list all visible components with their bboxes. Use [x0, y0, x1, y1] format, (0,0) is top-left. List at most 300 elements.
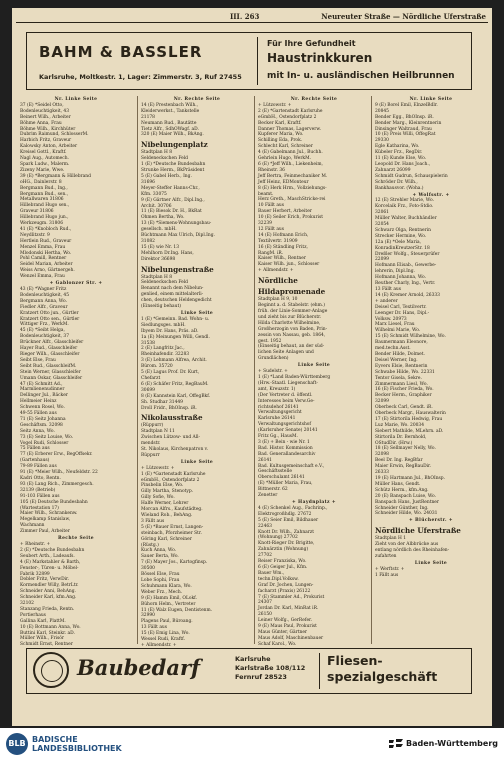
ad-contact	[235, 655, 305, 682]
directory-entry: Wittiger Frz., WerkM.	[20, 322, 69, 328]
directory-entry: Müller Walter, Buchhändler	[375, 216, 437, 222]
directory-entry: 3 (E) Lehmann Alfrea, Archit.	[141, 358, 207, 364]
street-heading: Nördliche Uferstraße	[375, 526, 461, 536]
directory-entry: entlang nördlich des Rheinhafen-	[375, 548, 450, 554]
directory-entry: Stadtplan H 8	[141, 274, 173, 280]
directory-entry: Baumermann Eleonore,	[375, 340, 428, 346]
directory-entry: 91 (E) *Meier Wilh., Neufeldstr. 22	[20, 470, 98, 476]
directory-entry: Maus Günter, Gärtner	[258, 629, 308, 635]
directory-entry: Seldeneckschen Feld	[141, 156, 188, 162]
directory-entry: Bad. Histor. Kommission	[258, 445, 313, 451]
directory-entry: Jeff Heinz, EDMonteur	[258, 179, 309, 185]
directory-entry: Gilly Sofie, Wo.	[141, 495, 175, 501]
directory-entry: Seldeneckschen Feld	[141, 280, 188, 286]
directory-entry: Nagl Aug., Automech.	[20, 156, 69, 162]
section-heading: Linke Seite	[414, 560, 448, 566]
directory-entry: Wenzel Emma, Frau	[20, 274, 65, 280]
directory-entry: Deisel Werner, Ing.	[375, 357, 418, 363]
directory-entry: Schneider Karl, kfm.Ang.	[20, 595, 77, 601]
ad-street: Karlstraße 108/112	[235, 664, 306, 672]
directory-entry: Marx Liesel, Frau	[375, 322, 415, 328]
directory-entry: eGmbH., Ostendorfplatz 2	[258, 114, 317, 120]
directory-entry: 9 (E) Borel Emil, ElnzelBdlr.	[375, 102, 438, 108]
directory-entry: Seibt Else, Frau	[20, 357, 56, 363]
directory-entry: Korcelaik Frz., Foto-Stdio.	[375, 204, 434, 210]
directory-entry: Schwabe Hilde, Wo. 22331	[375, 369, 435, 375]
directory-entry: Umann Oskar, Glasschleifer	[20, 375, 83, 381]
directory-entry: 1a (E) Meinungen Willi, Gendl.	[141, 334, 210, 340]
directory-entry: Dinsinger Waltraud, Frau	[375, 126, 432, 132]
directory-entry: 12 Fällt aus	[258, 226, 285, 232]
directory-entry: Leiner Wolfg., GerRefer.	[258, 618, 313, 624]
section-heading: Linke Seite	[180, 459, 214, 465]
directory-entry: Egle Katharina, Wo.	[375, 144, 420, 150]
directory-entry: 8 (E) Herk Hrm., Vollziehungs-	[258, 185, 327, 191]
directory-entry: Oberbeck Margr., Hauswalterin	[375, 411, 446, 417]
blb-name-line2: LANDESBIBLIOTHEK	[32, 744, 122, 753]
directory-entry: Graveur 31806	[20, 209, 54, 215]
directory-entry: Gallina Karl, PlattM.	[20, 618, 66, 624]
directory-entry: 32239	[258, 221, 272, 227]
directory-entry: Menzel Emma, Frau	[20, 244, 66, 250]
directory-entry: Leopold Dr. Hans Joach.,	[375, 161, 431, 167]
directory-entry: 14 (E) Hofmann Erich,	[258, 232, 309, 238]
directory-entry: Neumann Rud., Bautätte	[141, 120, 197, 126]
page-number: III. 263	[230, 12, 260, 21]
directory-entry: Zieht von der Albbrücke aus	[375, 542, 439, 548]
directory-entry: Weiss Arno, Gärtnergeh.	[20, 268, 75, 274]
directory-entry: Siedlungsges. mbH.	[141, 322, 186, 328]
section-heading: Nr. Rechte Seite	[173, 97, 221, 102]
directory-entry: 2 (E) Langfritz Jac.,	[141, 346, 185, 352]
directory-entry: Kupferer Maria, Wo.	[258, 132, 304, 138]
directory-entry: chen, deutschen Heldengedicht	[141, 298, 212, 304]
directory-entry: Reuther Charly, Ing., Vertr.	[375, 281, 436, 287]
directory-entry: Hertlein Rud., Graveur	[20, 238, 72, 244]
directory-entry: Gilly Martha, Stenotyp.	[141, 489, 194, 495]
directory-entry: Siebert Mathilde, MLehrn. aD.	[375, 428, 444, 434]
directory-entry: Schneider Anni, BehAng.	[20, 589, 76, 595]
directory-entry: 21178	[141, 114, 155, 120]
directory-entry: (Gartenhaus)	[20, 458, 50, 464]
directory-entry: 22099	[375, 257, 389, 263]
directory-entry: Bürom. 35720	[141, 364, 173, 370]
directory-entry: Kaiser Wilh., Rentner	[258, 256, 306, 262]
directory-entry: Beinert Wilh., Arbeiter	[20, 114, 71, 120]
directory-entry: Kadri Otto, Rentn.	[20, 476, 61, 481]
directory-entry: 32102	[20, 601, 34, 607]
directory-entry: 6 (E) Geiger Jul., Kfm.	[258, 564, 308, 570]
directory-entry: 37 (E) *Seidel Otto,	[20, 102, 64, 108]
directory-entry: Danner Thomas, Lagerverw.	[258, 126, 321, 132]
blb-logo-icon[interactable]: BLB	[6, 733, 28, 755]
section-heading: Linke Seite	[297, 363, 331, 369]
directory-entry: Grundlächen)	[258, 356, 289, 362]
ad-city: Karlsruhe	[235, 655, 271, 663]
directory-entry: Bergmann Anna, Wo.	[20, 298, 67, 304]
directory-entry: Bender Hilde, Dolmet.	[375, 351, 425, 357]
directory-entry: Fabrik 32899	[20, 571, 50, 577]
ad-divider	[257, 37, 258, 85]
directory-entry: 3 (E) + Bein - wie Nr. 1	[258, 439, 310, 445]
directory-entry: Kratzert Otto jun., Gürtler	[20, 310, 79, 316]
ad-phone: Fernruf 28523	[235, 673, 287, 681]
blb-name[interactable]	[32, 735, 122, 753]
directory-entry: Göring Karl, Schreiner	[141, 536, 192, 542]
street-heading: Nibelungenplatz	[141, 140, 208, 150]
directory-entry: 10 (E) Seiler Erich, Prokurist	[258, 215, 324, 221]
directory-entry: 5 (E) Gabel Herb., Ing.	[141, 173, 192, 179]
directory-entry: 14 (E) Prestenbach Wilh.,	[141, 102, 199, 108]
directory-entry: St. Nikolaus, Kirchenpatron v.	[141, 447, 209, 453]
section-heading: Nr. Linke Seite	[54, 97, 98, 102]
section-heading: Nr. Linke Seite	[409, 97, 453, 102]
directory-entry: Graf Dr. Jochen, Lungen-	[258, 582, 314, 588]
directory-entry: OStudDir. (Hrw.)	[375, 440, 413, 446]
directory-entry: 32054	[375, 222, 389, 228]
directory-entry: Oberbeck Carl, Gendt. iR.	[375, 405, 433, 411]
directory-entry: Hofmann Johanna, Wo.	[375, 275, 427, 281]
section-heading: Nr. Rechte Seite	[290, 97, 338, 102]
street-heading: Nibelungenstraße	[141, 264, 214, 274]
directory-entry: 31696	[141, 179, 155, 185]
street-heading: Nikolausstraße	[141, 413, 203, 423]
directory-entry: 12 (E) Strehler Marie, Wo.	[375, 198, 434, 204]
directory-entry: + Rheinstr. +	[20, 541, 51, 547]
directory-entry: Hayer Rud., Glasschleifer	[20, 346, 78, 352]
directory-entry: Verwaltungsgericht	[258, 410, 302, 416]
directory-entry: + Allmendstr. +	[141, 642, 177, 648]
directory-entry: Plagens Paul, Büroang.	[141, 619, 193, 625]
directory-entry: Strecker Hermine, Wo.	[375, 233, 427, 239]
directory-entry: früh. der Linie-Sommer-Anlage	[258, 309, 328, 314]
directory-entry: 77 (E) Erberer Erw., BegOffsekr.	[20, 452, 93, 458]
directory-entry: 4 (E) Schenkel Aug., Fachrinp.,	[258, 505, 328, 511]
page-header	[12, 10, 492, 22]
directory-entry: Wachmann	[20, 523, 45, 529]
directory-entry: Stadtplan H 9, 10	[258, 297, 298, 303]
directory-entry: Karlsruhe 26141	[258, 416, 296, 422]
directory-entry: Stadtplan H 1	[375, 536, 407, 542]
directory-entry: + Lützowstr. +	[141, 465, 175, 471]
directory-entry: Buttini Karl, Steinkr. aD.	[20, 630, 75, 636]
directory-entry: Beginnt a. d. Stabelstr. (ehm.)	[258, 303, 325, 309]
directory-entry: Schwenn Rosel, Wo.	[20, 405, 65, 411]
directory-entry: Zizeny Marie, Wwe.	[20, 167, 65, 173]
directory-entry: 13 (E) *Siemens-Wohnungsbau-	[141, 221, 212, 227]
directory-entry: Megelkamp Stanislaw,	[20, 517, 71, 523]
directory-entry: Bühorn Helm., Vertreter	[141, 601, 196, 607]
directory-entry: Stadtplan N 11	[141, 429, 175, 435]
directory-entry: Deisel Carl, Textilvertr.	[375, 304, 427, 310]
directory-entry: Meyer-Steffer Hanns-Chr.,	[141, 185, 200, 191]
directory-entry: Lobe Sophi, Frau	[141, 577, 180, 583]
directory-entry: Hilda Charlotte Wilhelmine,	[258, 320, 321, 326]
directory-entry: lehrerin, Dipl.Ing.	[375, 269, 415, 275]
library-footer	[0, 728, 504, 760]
directory-entry: Schaf Karol., Wo.	[258, 641, 297, 647]
directory-entry: + Werftstr. +	[375, 566, 405, 572]
directory-entry: gest. 1952	[258, 338, 282, 344]
directory-entry: 49-55 Fällen aus	[20, 411, 57, 417]
directory-entry: Benannt nach dem Nibelun-	[141, 286, 204, 292]
directory-entry: Strunke Herm., BkPräsident	[141, 168, 205, 174]
section-heading: Rechte Seite	[58, 536, 94, 542]
directory-entry: 75 Fällen aus	[20, 446, 50, 452]
directory-entry: 71 (E) Seitz Johanna	[20, 416, 66, 422]
directory-entry: Müller Hans, Gendt.	[375, 481, 421, 487]
directory-entry: Schneider Günther, Ing.	[375, 505, 429, 511]
section-heading: Linke Seite	[180, 311, 214, 316]
directory-entry: (Rüstg.)	[141, 542, 159, 548]
directory-entry: Wieland Rob., BehAng.	[141, 513, 193, 518]
directory-entry: Wessel Rudi, Kraftf.	[141, 637, 186, 643]
directory-entry: Ibyem Dr. Hans, Präs. aD.	[141, 328, 199, 334]
directory-entry: 15 (E) Schmidt Wilhelmine, Wo.	[375, 334, 446, 340]
directory-entry: Reiser Franziska, Wo.	[258, 559, 307, 565]
directory-entry: Stadtplan H 8	[141, 150, 173, 156]
directory-entry: Brückner Alfr., Glasschleifer	[20, 340, 84, 346]
directory-entry: 26150	[258, 612, 272, 618]
directory-entry: med.techn.Asst.	[375, 346, 411, 352]
directory-entry: 9 (E) Hamm Emil, OLokf.	[141, 595, 198, 601]
directory-entry: Neydlitzstr. 9	[20, 232, 50, 238]
directory-entry: (Der Vertreter d. öffentl.	[258, 392, 313, 398]
directory-entry: 1 (E) *Deutsche Bundesbahn	[141, 162, 206, 168]
directory-entry: 2 (E) *Deutsche Bundesbahn	[20, 547, 85, 553]
directory-entry: Rüppurr	[141, 452, 160, 458]
directory-entry: richtsdehof 26141	[258, 404, 299, 410]
directory-entry: Kuch Anna, Wo.	[141, 548, 177, 554]
directory-entry: Bad. Kultusgemeinschaft e.V.,	[258, 463, 325, 469]
directory-entry: oHG., Dainlerstr. 8	[20, 179, 62, 185]
directory-entry: Fritz Gg., HausM.	[258, 434, 298, 440]
directory-entry: 31082	[141, 238, 155, 244]
blb-name-line1: BADISCHE	[32, 735, 78, 744]
directory-entry: 22463	[258, 523, 272, 529]
ad-subline: mit In- u. ausländischen Heilbrunnen	[267, 71, 455, 81]
directory-entry: 105 (E) Deutsche Bundesbahn	[20, 499, 88, 505]
directory-entry: mendstr.	[141, 441, 161, 447]
directory-entry: 79-89 Fällen aus	[20, 464, 57, 470]
directory-entry: + Lützowstr. +	[258, 102, 292, 108]
directory-entry: 26141	[258, 457, 272, 463]
directory-entry: Becker Karl, Kraftf.	[258, 120, 302, 126]
directory-entry: Kreisel Gottl., Kraftf.	[20, 150, 67, 156]
directory-entry: Jordan Dr. Karl, MinRat iR.	[258, 606, 319, 612]
directory-entry: Böhme Anna, Frau	[20, 120, 62, 126]
directory-entry: Zimmer Paul, Arbeiter	[20, 529, 70, 535]
directory-entry: (Hrw.-Staatl. Liegenschaft-	[258, 380, 318, 386]
directory-entry: Portierhaus	[20, 612, 46, 618]
directory-entry: Becker Herm., Graphiker	[375, 393, 432, 399]
directory-entry: Sauer Berta, Wo.	[141, 554, 179, 560]
ad-specialty	[327, 653, 437, 685]
directory-entry: (Wartestation 17)	[20, 505, 59, 511]
directory-entry: 13 Fällt aus	[375, 287, 402, 292]
directory-entry: Bodenleuchtigkeit, 43	[20, 108, 70, 114]
directory-entry: + Sudelstr. +	[258, 369, 288, 375]
directory-entry: Tietz Alfr., SdhOWagf. aD.	[141, 126, 199, 132]
directory-entry: 19 (E) Hartmann Jul., BhOInsp.	[375, 476, 446, 481]
directory-entry: Wilhelmi Marie, Wo.	[375, 328, 421, 334]
directory-entry: 32139 (Betrieb)	[20, 487, 56, 493]
directory-entry: Zenetter	[258, 493, 278, 499]
running-title: Neureuter Straße — Nördliche Uferstraße	[321, 12, 486, 21]
directory-entry: Kalowsky Anton, Arbeiter	[20, 144, 78, 150]
directory-entry: (Wohnung) 27702	[258, 535, 298, 541]
column-1	[20, 96, 132, 648]
directory-entry: Bankhausvor. (Woha.)	[375, 185, 424, 191]
directory-entry: 20845	[375, 108, 389, 114]
directory-entry: 30500	[141, 566, 155, 572]
directory-columns	[20, 96, 484, 648]
directory-entry: eGmbH., Ostendorfplatz 2	[141, 477, 200, 483]
directory-entry: Marmlienenudinner	[20, 387, 65, 393]
directory-entry: zufahrten	[375, 553, 397, 559]
directory-entry: beamt.	[258, 191, 274, 197]
column-2	[137, 96, 253, 648]
directory-entry: 41 (E) *Knobloch Rud.,	[20, 226, 72, 232]
directory-entry: Schlecht Karl, Schreiner	[258, 144, 313, 150]
directory-entry: Schilling Eda, Prok.	[258, 138, 303, 144]
directory-entry: genlied, einem mittelalterli-	[141, 292, 204, 298]
directory-entry: 8 (E) Kannstein Karl, OffegBkf.	[141, 393, 211, 399]
section-heading: + Wolfsstr. +	[412, 192, 450, 198]
directory-entry: Zahnarzt 26099	[375, 167, 411, 173]
directory-entry: 91-103 Fällen aus	[20, 493, 60, 499]
directory-entry: 17 (E) Stirtorila Hedwig, Frau	[375, 416, 443, 422]
directory-entry: Bender Egg., BhOInsp. iR.	[375, 114, 434, 120]
directory-entry: 32061	[375, 210, 389, 216]
directory-entry: Rheinstr. 36	[258, 167, 285, 173]
directory-entry: Stanzang Frieda, Rentn.	[20, 606, 75, 612]
directory-entry: Zahnärztin (Wohnung)	[258, 547, 309, 553]
bottom-advertisement	[26, 648, 472, 694]
directory-entry: 16 (E) Ständling Fritz,	[258, 244, 308, 250]
section-heading: + Haydnplatz +	[292, 500, 336, 505]
directory-entry: Dubrim Raimund, SchlosserM.	[20, 132, 89, 138]
directory-entry: facharzt (Praxis) 26122	[258, 588, 311, 594]
bw-name[interactable]: Baden-Württemberg	[405, 739, 498, 748]
top-advertisement	[26, 32, 472, 90]
directory-entry: Fenster-, Türen- u. Möbel-	[20, 565, 79, 571]
directory-entry: 6 (E) Schäfer Fritz, RegBauM.	[141, 381, 209, 387]
directory-entry: 47 (E) Schmitt Ad.,	[20, 381, 63, 387]
directory-entry: 1 Fällt aus	[375, 572, 399, 578]
directory-entry: Bauer Wm.,	[258, 570, 285, 576]
header-rule	[16, 22, 488, 23]
directory-entry: techn.Dipl.Volksw.	[258, 576, 299, 582]
directory-entry: 10 (E) Bottmann Anna, Wo.	[20, 624, 81, 630]
directory-entry: Beel Dr. Ing. RegBfar	[375, 458, 423, 464]
directory-entry: Stein Werner, Glasschleifer	[20, 369, 81, 375]
directory-entry: Schmidt Gudrun, Schauspielerin	[375, 173, 448, 179]
ad-tagline: Für Ihre Gefundheit	[267, 39, 356, 48]
directory-entry: Verwaltungsgerichtshof	[258, 422, 312, 428]
directory-entry: 9 (E) Gärtner Alfr., Dipl.Ing.,	[141, 197, 205, 203]
directory-entry: 26333	[375, 470, 389, 476]
directory-entry: 1 (E) *Gemeinn. Bad. Wohn- u.	[141, 316, 210, 322]
directory-entry: 2 (E) *Gartenstadt Karlsruhe	[258, 108, 323, 114]
directory-entry: Interesses beim Verw.Ge-	[258, 398, 315, 404]
directory-entry: (Einseitig behaut)	[141, 304, 181, 310]
directory-entry: Weber Frz., Mech.	[141, 589, 183, 595]
directory-entry: Oberschulamt 26141	[258, 475, 305, 481]
directory-entry: Knott Dr. Wilh., Zahnarzt	[258, 529, 314, 535]
directory-entry: 1 (E) *Land Baden-Württemberg	[258, 374, 331, 380]
directory-entry: Rheinhafendir. 32283	[141, 352, 190, 358]
directory-entry: Vogel Rudi, Schlosser	[20, 440, 69, 446]
directory-entry: 11 (E) Walz Eugen, Dentistenm.	[141, 607, 213, 613]
directory-entry: amt, Kreuzstr. 1)	[258, 386, 296, 392]
directory-entry: 18 (E) Sellmayer Nelly, Wo.	[375, 446, 436, 452]
directory-entry: 1 (E) *Gartenstadt Karlsruhe	[141, 471, 206, 477]
directory-entry: + Allmendstr. +	[258, 268, 294, 274]
directory-entry: Dreßler Wolfg., Steuerprüfer	[375, 251, 440, 257]
directory-entry: 4 (E) Markstahler & Barth,	[20, 559, 81, 565]
directory-entry: 12a (E) *Oele Maria,	[375, 239, 422, 245]
directory-entry: Kratzert Otto sen., Gürtler	[20, 316, 80, 322]
directory-entry: 5 (E) Lagus Prof. Dr. Kurt,	[141, 370, 200, 376]
directory-entry: Schröder Dr. Wilh.,	[375, 179, 418, 185]
directory-entry: Halfe Werner, Lehrer	[141, 501, 189, 507]
directory-entry: Rieger Wilh., Glasschleifer	[20, 351, 80, 357]
directory-entry: und zieht bis zur Blücherstr.	[258, 314, 322, 320]
directory-entry: Zimmermann Liesl, Wo.	[375, 381, 428, 387]
directory-entry: 32990	[141, 613, 155, 619]
directory-entry: Bergmann Bud., sen.,	[20, 191, 69, 197]
directory-entry: 5 (E) Seier Emil, Bildhauer	[258, 517, 319, 523]
directory-entry: lichen Seite Anlagen und	[258, 350, 314, 356]
directory-entry: Hellmeier Heinz	[20, 399, 57, 405]
directory-entry: Pohl Camill, Rentner	[20, 256, 67, 262]
directory-entry: Eyvers Elsie, Rentnerin	[375, 363, 428, 369]
ad-specialty-line2: spezialgeschäft	[327, 669, 438, 684]
directory-entry: Seitz Anna, Wo.	[20, 428, 55, 434]
directory-entry: Sh. Studhar 31449	[141, 399, 183, 405]
directory-entry: Elektrogroßhdlg. 27672	[258, 511, 312, 517]
directory-entry: Spark Ludw., Malerm.	[20, 161, 70, 167]
directory-entry: 31538	[141, 340, 155, 346]
ad-headline: Haustrinkkuren	[267, 51, 373, 65]
directory-entry: Stirtorila Dr. Bernhold,	[375, 434, 427, 440]
directory-page	[12, 8, 492, 726]
directory-entry: Gehrlein Hugo, WerkM.	[258, 156, 311, 162]
directory-entry: 27702	[258, 553, 272, 559]
baubedarf-logo-icon	[33, 652, 69, 688]
directory-entry: 45 (E) *Seibt Helga,	[20, 328, 65, 334]
directory-entry: Morcan Alfrs., Kaufstädteg.	[141, 507, 203, 513]
directory-entry: Volksw. 20973	[375, 316, 407, 322]
directory-entry: Dellinger Jul., Bäcker	[20, 393, 68, 399]
directory-entry: Jeff Bertra, Feinmechaniker M.	[258, 173, 328, 179]
directory-entry: Schuhmann Klara, Wo.	[141, 583, 192, 589]
street-heading: Hildapromenade	[258, 287, 326, 297]
directory-entry: Mehlhorn Dr.Ing. Hans,	[141, 250, 194, 256]
directory-entry: 29330	[375, 138, 389, 144]
directory-entry: Luz Marie, Wo. 20034	[375, 422, 424, 428]
directory-entry: 5 (E) *Bauer Ernst, Langen-	[141, 524, 204, 530]
ad-brand-name: BAHM & BASSLER	[39, 43, 203, 61]
directory-entry: (Rüppurr)	[141, 423, 164, 429]
directory-entry: 6 (E) *Jeff Wilh., Liekenheim,	[258, 161, 323, 167]
directory-entry: Banspach Hans, JustRentner	[375, 499, 439, 505]
section-heading: + Gablonzer Str. +	[49, 281, 103, 287]
directory-entry: Bodenleuchtigkeit, 37	[20, 334, 70, 340]
directory-entry: 15 (E) wie Nr. 13	[141, 244, 180, 250]
directory-entry: Hillebrand Hugo jun.,	[20, 215, 69, 221]
